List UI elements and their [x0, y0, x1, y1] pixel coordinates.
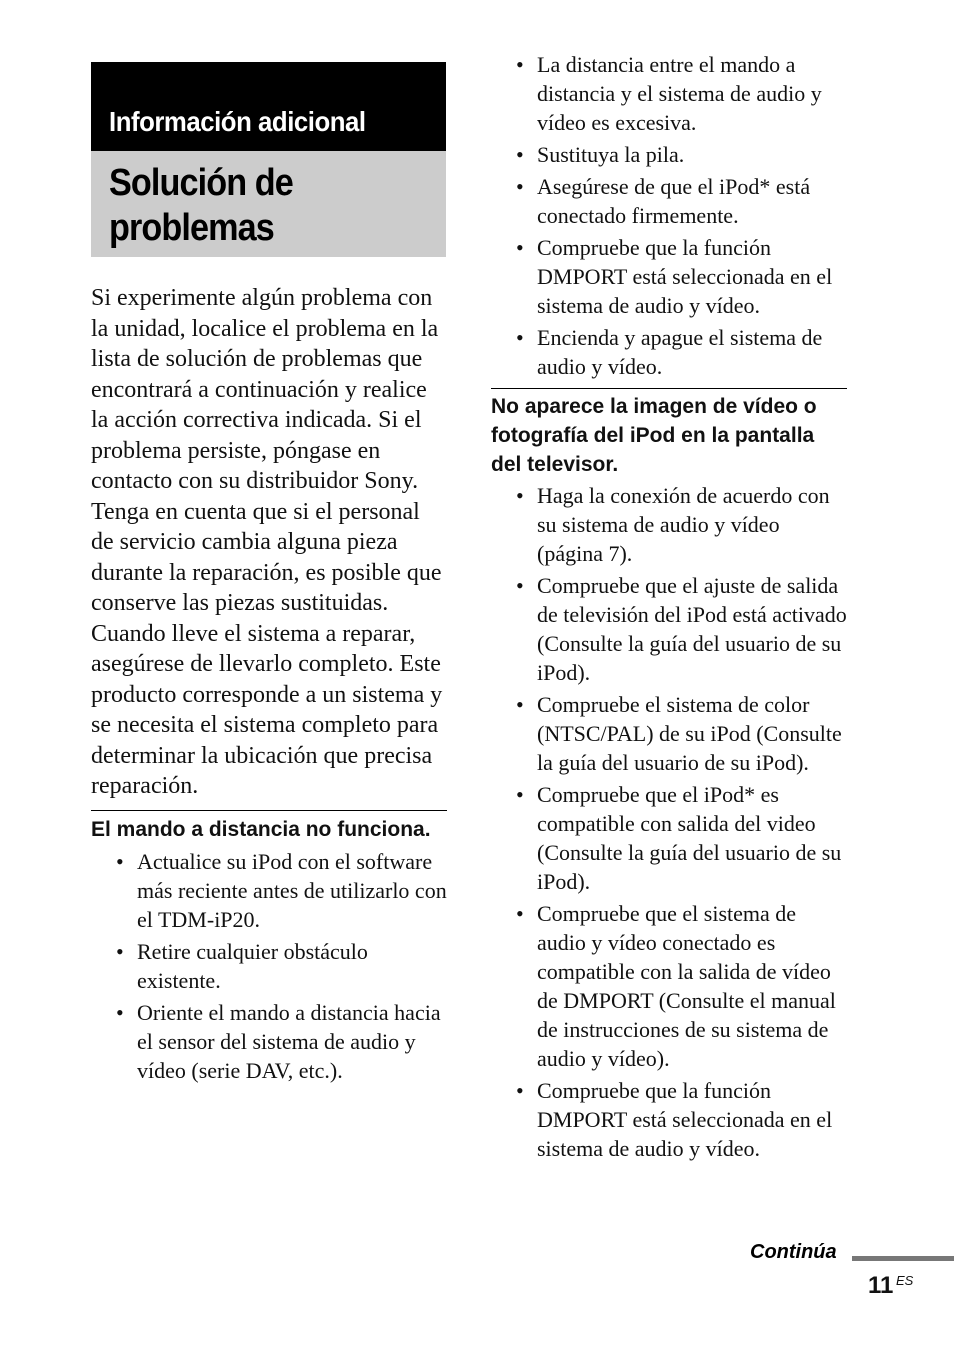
list-item: • Compruebe que la función DMPORT está seleccionada en el sistema de audio y vídeo.: [516, 235, 833, 318]
bullet-icon: •: [116, 938, 124, 964]
list-item: • Actualice su iPod con el software más reciente antes de utilizarlo con el TDM-iP20.: [116, 848, 447, 932]
list-item: • Compruebe que el ajuste de salida de televisión del iPod está activado (Consulte la guía del usuario de su iPod).: [516, 573, 847, 685]
list-item: • La distancia entre el mando a distancia y el sistema de audio y vídeo es excesiva.: [516, 52, 822, 135]
remote-list: [91, 847, 447, 1085]
bullet-icon: •: [516, 483, 524, 508]
list-item: • Encienda y apague el sistema de audio y vídeo.: [516, 325, 823, 379]
bullet-icon: •: [516, 325, 524, 350]
list-item: • Compruebe que el iPod* es compatible con salida del video (Consulte la guía del usuario de su iPod).: [516, 782, 842, 894]
left-column: [91, 283, 447, 1088]
intro-text: [91, 283, 447, 802]
list-item: • Compruebe que la función DMPORT está seleccionada en el sistema de audio y vídeo.: [516, 1078, 833, 1161]
section-title: Información adicional: [109, 106, 366, 137]
bullet-icon: •: [516, 235, 524, 260]
bullet-icon: •: [516, 142, 524, 167]
intro-paragraph: Tenga en cuenta que si el personal de servicio cambia alguna pieza durante la reparación, es posible que conserve las piezas sustituidas.: [91, 498, 442, 616]
bullet-icon: •: [516, 692, 524, 717]
intro-paragraph: Si experimente algún problema con la unidad, localice el problema en la lista de solución de problemas que encontrará a continuación y realice la acción correctiva indicada. Si el problema persiste, póngase en contacto con su distribuidor Sony.: [91, 285, 439, 494]
list-item: • Compruebe el sistema de color (NTSC/PAL) de su iPod (Consulte la guía del usuario de su iPod).: [516, 692, 842, 775]
bullet-icon: •: [516, 1078, 524, 1103]
bullet-icon: •: [116, 999, 124, 1025]
page-title: Solución de problemas: [109, 162, 293, 249]
page-title-box: [91, 151, 446, 257]
remote-section-heading: El mando a distancia no funciona.: [91, 817, 431, 841]
list-item: • Haga la conexión de acuerdo con su sistema de audio y vídeo (página 7).: [516, 483, 830, 566]
bullet-icon: •: [516, 901, 524, 926]
section-header: [91, 62, 446, 151]
remote-list-continued: [491, 50, 847, 381]
right-column: [491, 50, 847, 1166]
list-item: • Retire cualquier obstáculo existente.: [116, 938, 368, 993]
video-list: [491, 481, 847, 1163]
video-section-heading: No aparece la imagen de vídeo o fotografía del iPod en la pantalla del televisor.: [491, 395, 817, 476]
language-code: ES: [896, 1273, 914, 1288]
list-item: • Compruebe que el sistema de audio y vídeo conectado es compatible con la salida de vídeo de DMPORT (Consulte el manual de instrucciones de su sistema de audio y vídeo).: [516, 901, 836, 1071]
page-number: 11: [868, 1272, 894, 1299]
list-item: • Sustituya la pila.: [516, 142, 685, 167]
bullet-icon: •: [516, 782, 524, 807]
continue-label: Continúa: [750, 1241, 837, 1263]
list-item: • Oriente el mando a distancia hacia el sensor del sistema de audio y vídeo (serie DAV, etc.).: [116, 999, 441, 1083]
continue-bar: [852, 1256, 954, 1261]
bullet-icon: •: [116, 848, 124, 874]
bullet-icon: •: [516, 573, 524, 598]
bullet-icon: •: [516, 52, 524, 77]
bullet-icon: •: [516, 174, 524, 199]
intro-paragraph: Cuando lleve el sistema a reparar, asegúrese de llevarlo completo. Este producto corresponde a un sistema y se necesita el sistema completo para determinar la ubicación que precisa reparación.: [91, 620, 443, 799]
list-item: • Asegúrese de que el iPod* está conectado firmemente.: [516, 174, 811, 228]
